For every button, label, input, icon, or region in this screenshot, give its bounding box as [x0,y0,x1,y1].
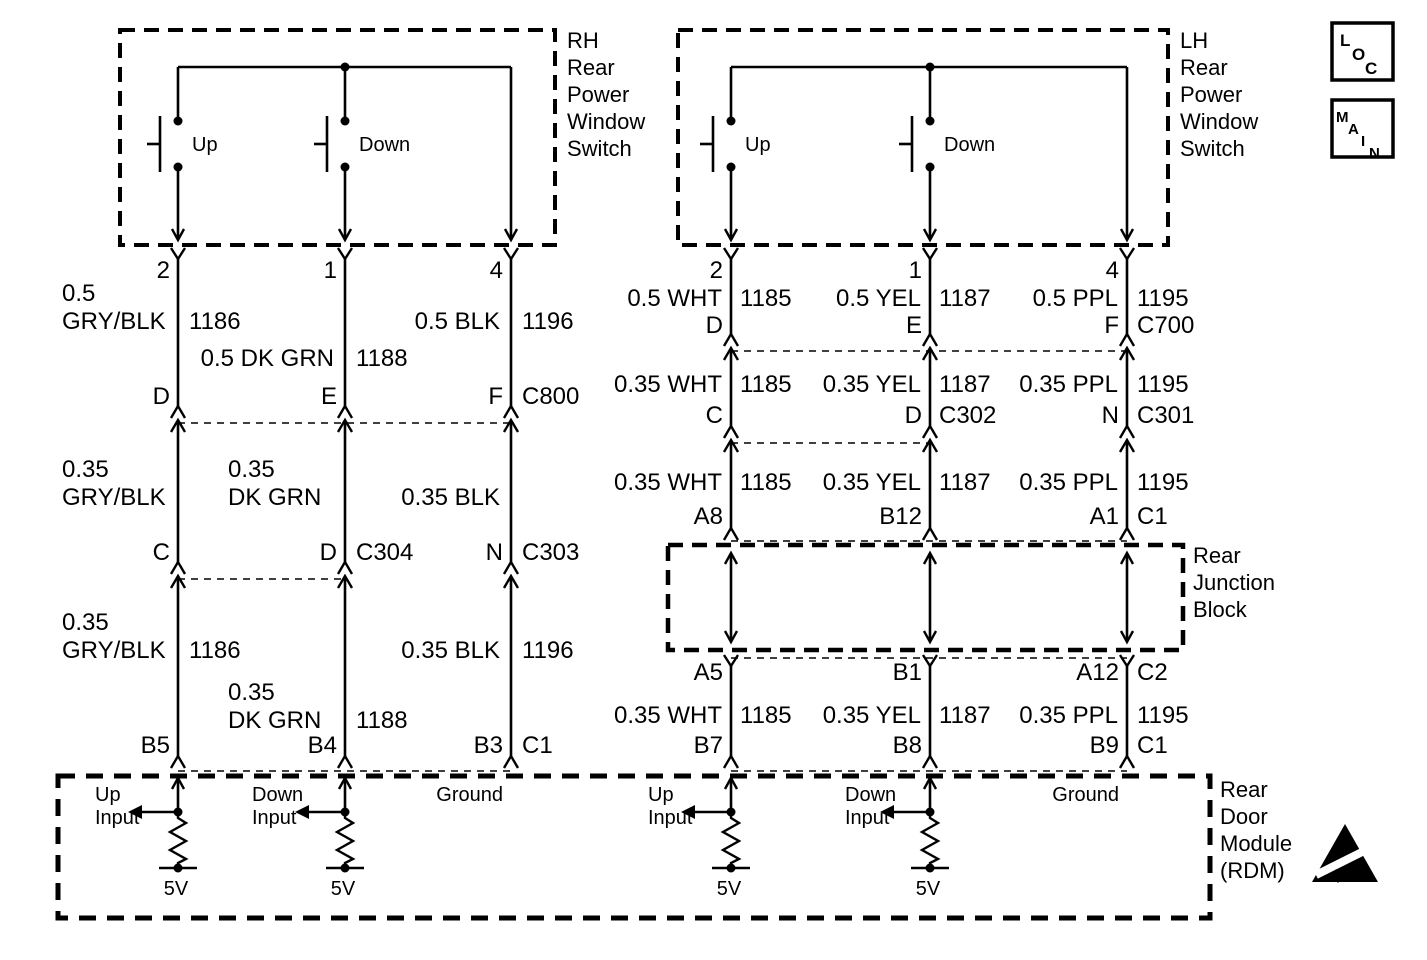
lh-switch-title-line: LH [1180,28,1209,53]
wire-label: 0.35 WHT [613,702,722,729]
rdm-input-label: Up [648,784,674,806]
arrow-left-icon [295,805,309,819]
wire-label: 0.35 [228,679,275,706]
connector-pin: N [1101,402,1119,429]
pin-label: 4 [489,257,503,284]
lh-switch-assembly [678,28,1258,284]
junction-block-title-line: Block [1193,597,1247,622]
pin-label: 1 [908,257,922,284]
rdm-input-label: Up [95,784,121,806]
connector-pin: B8 [892,732,922,759]
rdm-ground-label: Ground [436,784,503,806]
lh-switch-title-line: Window [1180,109,1259,134]
supply-label: 5V [716,878,742,900]
main-button[interactable] [1332,100,1393,162]
junction-block-title-line: Rear [1193,543,1241,568]
circuit-number: 1195 [1137,371,1189,398]
rdm-box [58,776,1210,918]
connector-pin: E [905,312,922,339]
wire-label: 0.35 YEL [822,371,921,398]
rdm-module [58,776,1378,918]
connector-pin: A1 [1089,503,1119,530]
lh-up-label: Up [745,134,771,156]
loc-letter: C [1365,59,1378,78]
rh-down-label: Down [359,134,411,156]
circuit-number: 1187 [939,469,991,496]
connector-pin: A8 [693,503,723,530]
connector-pin: B1 [892,659,922,686]
circuit-number: 1185 [740,285,792,312]
rh-switch-title-line: Rear [567,55,615,80]
rdm-input-label: Input [252,807,297,829]
main-letter: N [1369,145,1380,162]
wire-label: GRY/BLK [62,637,166,664]
main-letter: A [1348,121,1359,138]
resistor-icon [170,815,186,866]
rdm-rh-up-input [95,778,197,900]
connector-name: C303 [522,539,580,566]
connector-pin: D [319,539,337,566]
circuit-number: 1185 [740,371,792,398]
lh-switch-title-line: Power [1180,82,1243,107]
circuit-number: 1185 [740,469,792,496]
connector-name: C301 [1137,402,1195,429]
rh-connector-c800 [153,383,580,432]
connector-pin: F [488,383,503,410]
wire-label: DK GRN [228,707,322,734]
rdm-rh-down-input [252,778,364,900]
rh-switch-title-line: Power [567,82,630,107]
wire-label: 0.35 BLK [401,484,500,511]
wire-label: GRY/BLK [62,308,166,335]
rdm-input-label: Input [845,807,890,829]
pin-label: 2 [709,257,723,284]
lh-wire-run [614,259,1275,771]
rh-connector-c304-c303 [153,539,580,588]
circuit-number: 1187 [939,371,991,398]
rh-switch-box [120,30,555,245]
wire-label: 0.5 PPL [1032,285,1118,312]
connector-pin: A5 [693,659,723,686]
connector-name: C1 [1137,503,1168,530]
rh-switch-title-line: Switch [567,136,632,161]
rh-up-switch-lever [147,116,160,172]
circuit-number: 1187 [939,285,991,312]
wire-label: 0.35 YEL [822,702,921,729]
rh-switch-title-line: Window [567,109,646,134]
supply-label: 5V [330,878,356,900]
connector-name: C1 [522,732,553,759]
connector-pin: A12 [1076,659,1119,686]
wire-label: 0.35 WHT [613,371,722,398]
connector-name: C304 [356,539,414,566]
wire-label: 0.35 [62,609,109,636]
wire-label: 0.35 PPL [1019,469,1118,496]
rdm-input-label: Down [845,784,897,806]
connector-pin: B5 [140,732,170,759]
connector-pin: D [705,312,723,339]
resistor-icon [723,815,739,866]
rdm-lh-down-input [845,778,949,900]
supply-label: 5V [163,878,189,900]
connector-pin: C [152,539,170,566]
junction-block-title-line: Junction [1193,570,1275,595]
wire-label: 0.35 WHT [613,469,722,496]
rdm-ground-label: Ground [1052,784,1119,806]
connector-pin: D [904,402,922,429]
rdm-title-line: Door [1220,804,1268,829]
rdm-title-line: Rear [1220,777,1268,802]
wire-label: 0.35 BLK [401,637,500,664]
resistor-icon [922,815,938,866]
connector-pin: C [705,402,723,429]
circuit-number: 1187 [939,702,991,729]
pin-label: 1 [323,257,337,284]
wire-label: 0.5 WHT [627,285,722,312]
wire-label: 0.35 PPL [1019,371,1118,398]
rh-switch-connector [157,248,518,284]
connector-name: C302 [939,402,997,429]
circuit-number: 1186 [189,308,241,335]
wire-label: DK GRN [228,484,322,511]
wire-label: 0.35 PPL [1019,702,1118,729]
circuit-number: 1195 [1137,285,1189,312]
connector-name: C2 [1137,659,1168,686]
circuit-number: 1188 [356,707,408,734]
lh-up-switch-lever [700,116,713,172]
circuit-number: 1195 [1137,702,1189,729]
rdm-input-label: Input [648,807,693,829]
lh-connector-c700 [706,312,1195,360]
loc-button[interactable] [1332,23,1393,80]
rh-rdm-connector [141,732,553,771]
esd-sensitive-icon [1312,824,1378,882]
wire-label: 0.5 DK GRN [200,345,334,372]
wire-label: 0.5 YEL [836,285,921,312]
connector-pin: D [152,383,170,410]
lh-connector-c302-c301 [706,402,1195,452]
connector-name: C700 [1137,312,1195,339]
rdm-lh-up-input [648,778,750,900]
wire-label: 0.5 BLK [414,308,500,335]
loc-letter: O [1352,45,1366,64]
connector-name: C800 [522,383,580,410]
main-letter: M [1336,109,1349,126]
rh-down-switch-lever [314,116,327,172]
resistor-icon [337,815,353,866]
lh-down-switch-lever [899,116,912,172]
rh-switch-assembly [120,28,645,284]
rdm-title-line: (RDM) [1220,858,1285,883]
lh-down-label: Down [944,134,996,156]
connector-pin: B12 [879,503,922,530]
rh-wire-run [62,259,579,771]
main-letter: I [1361,133,1366,150]
rdm-input-label: Input [95,807,140,829]
rh-up-label: Up [192,134,218,156]
connector-name: C1 [1137,732,1168,759]
wire-label: 0.35 [62,456,109,483]
pin-label: 2 [156,257,170,284]
connector-pin: B7 [693,732,723,759]
connector-pin: B9 [1089,732,1119,759]
lh-switch-title-line: Switch [1180,136,1245,161]
connector-pin: B3 [473,732,503,759]
junction-internal-wires [725,553,1133,642]
rh-switch-title-line: RH [567,28,599,53]
connector-pin: N [485,539,503,566]
lh-switch-title-line: Rear [1180,55,1228,80]
wire-label: 0.5 [62,280,96,307]
connector-pin: F [1104,312,1119,339]
circuit-number: 1186 [189,637,241,664]
lh-switch-connector [710,248,1134,284]
connector-pin: E [320,383,337,410]
circuit-number: 1195 [1137,469,1189,496]
rdm-input-label: Down [252,784,304,806]
rear-junction-block [668,543,1275,650]
wire-label: 0.35 YEL [822,469,921,496]
connector-pin: B4 [307,732,337,759]
loc-letter: L [1340,31,1351,50]
supply-label: 5V [915,878,941,900]
circuit-number: 1196 [522,637,574,664]
wire-label: GRY/BLK [62,484,166,511]
circuit-number: 1188 [356,345,408,372]
rdm-title-line: Module [1220,831,1293,856]
circuit-number: 1196 [522,308,574,335]
wire-label: 0.35 [228,456,275,483]
pin-label: 4 [1105,257,1119,284]
circuit-number: 1185 [740,702,792,729]
